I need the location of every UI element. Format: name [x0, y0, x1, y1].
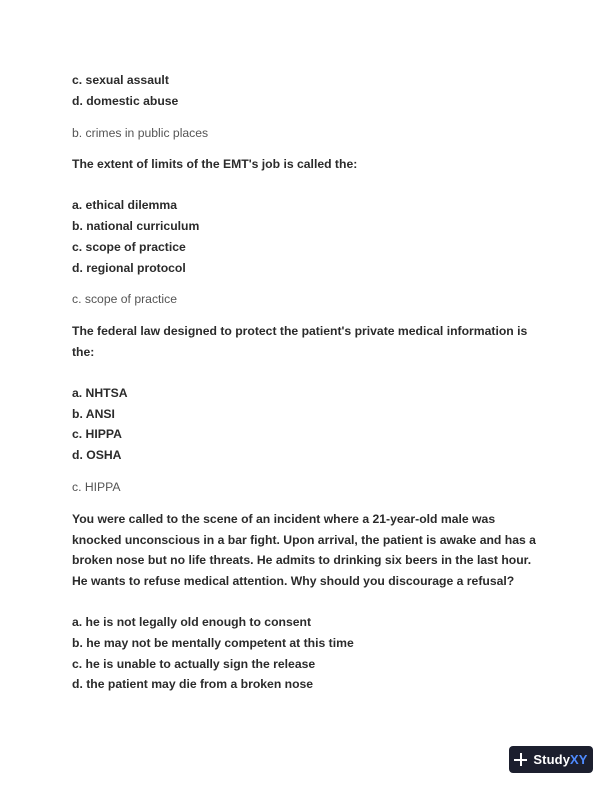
answer-text: c. HIPPA	[72, 479, 121, 494]
question-line: You were called to the scene of an incident where a 21-year-old male was	[72, 511, 496, 526]
question-line: He wants to refuse medical attention. Why should you discourage a refusal?	[72, 574, 515, 589]
option-a: a. NHTSA	[72, 385, 128, 400]
question-line: knocked unconscious in a bar fight. Upon arrival, the patient is awake and has a	[72, 532, 536, 547]
answer-text: c. scope of practice	[72, 292, 177, 307]
option-d: d. the patient may die from a broken nose	[72, 677, 314, 692]
option-c: c. he is unable to actually sign the release	[72, 656, 316, 671]
option-c: c. scope of practice	[72, 239, 186, 254]
option-b: b. he may not be mentally competent at this time	[72, 635, 354, 650]
option-d: d. domestic abuse	[72, 93, 179, 108]
question-line: broken nose but no life threats. He admits to drinking six beers in the last hour.	[72, 553, 532, 568]
option-a: a. he is not legally old enough to consent	[72, 614, 312, 629]
option-c: c. sexual assault	[72, 73, 169, 87]
brand-logo	[533, 752, 587, 767]
option-a: a. ethical dilemma	[72, 198, 177, 213]
studyxy-badge[interactable]	[509, 746, 593, 773]
brand-main: Study	[533, 752, 571, 767]
question-text: The extent of limits of the EMT's job is called the:	[72, 157, 358, 172]
option-d: d. regional protocol	[72, 260, 186, 275]
answer-text: b. crimes in public places	[72, 125, 209, 140]
plus-icon	[514, 753, 527, 766]
brand-accent: XY	[570, 752, 588, 767]
option-b: b. ANSI	[72, 406, 115, 421]
document-page	[72, 70, 542, 695]
option-b: b. national curriculum	[72, 218, 200, 233]
question-text: The federal law designed to protect the patient's private medical information is the:	[72, 324, 528, 359]
option-d: d. OSHA	[72, 448, 122, 463]
option-c: c. HIPPA	[72, 427, 122, 442]
